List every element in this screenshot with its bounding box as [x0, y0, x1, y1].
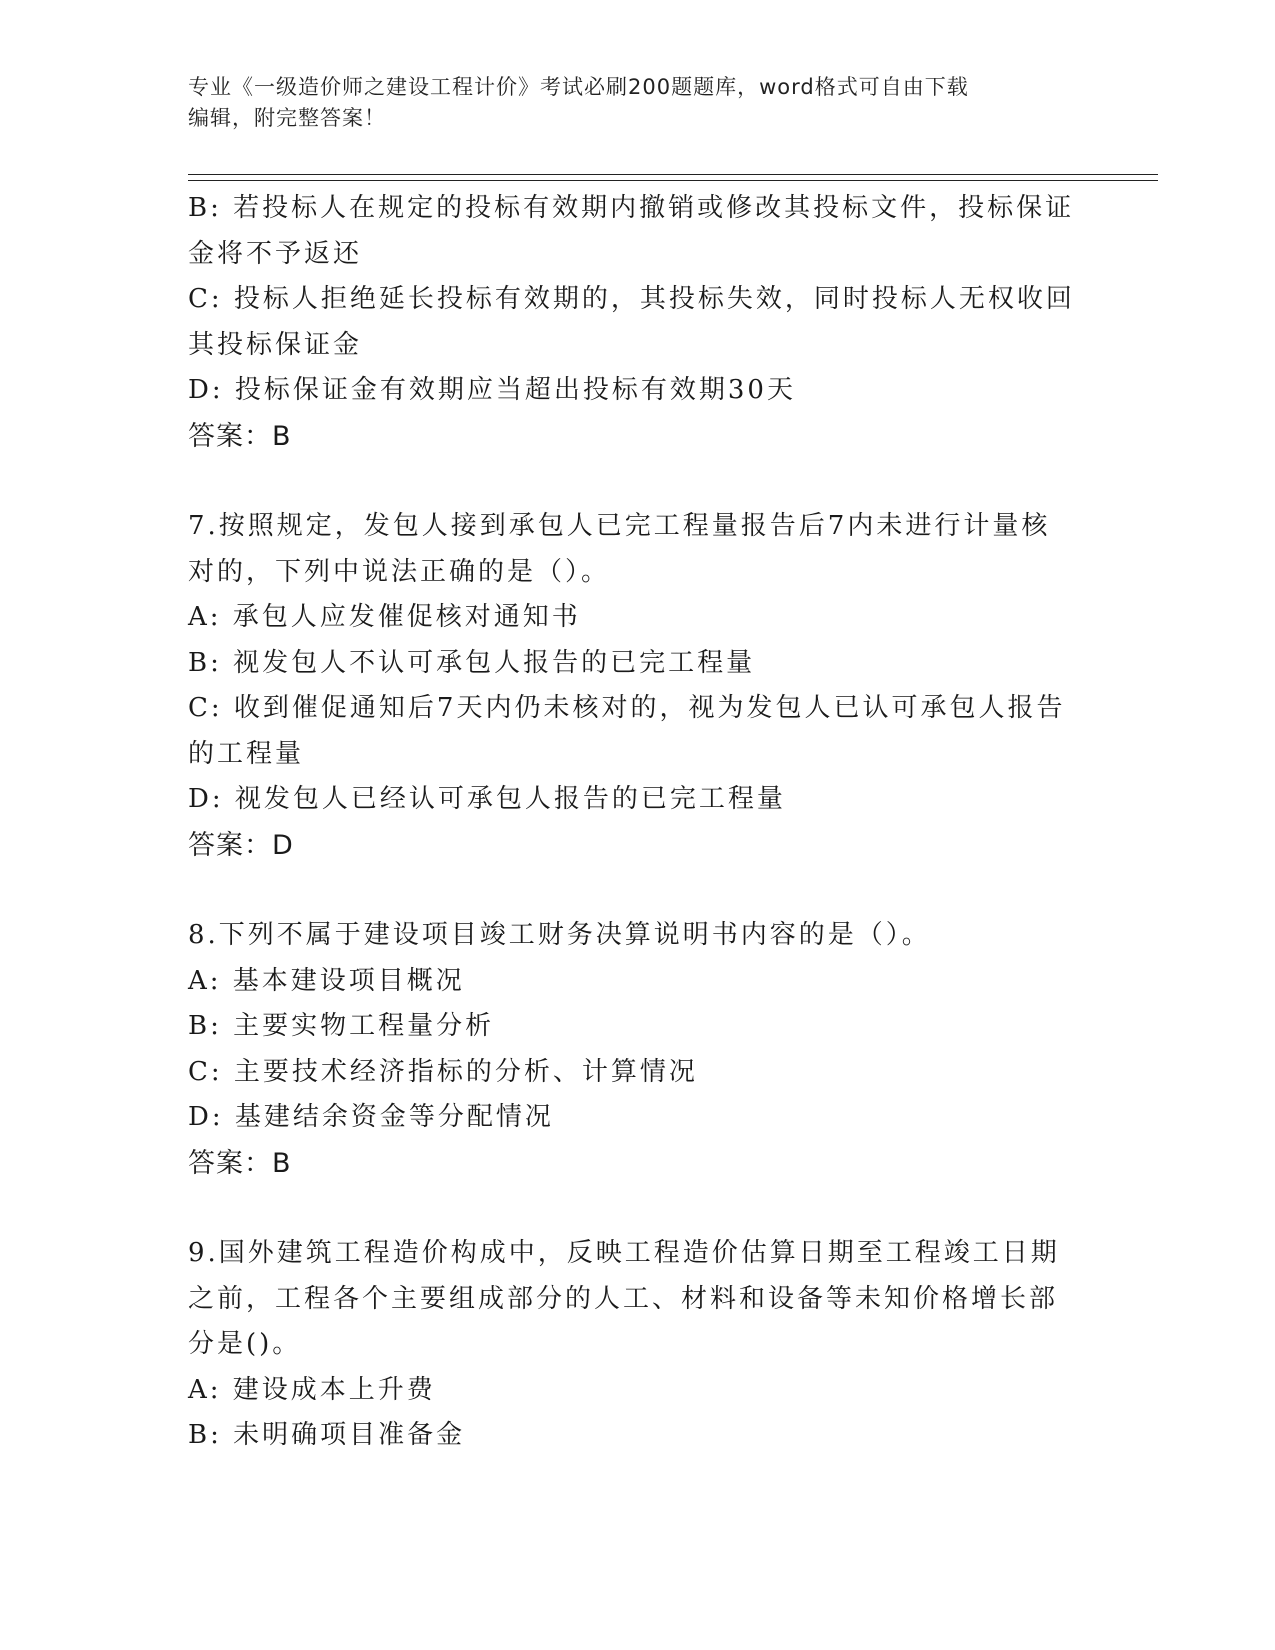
q9-option-b: B: 未明确项目准备金 — [188, 1420, 466, 1450]
q9-stem-line1: 9.国外建筑工程造价构成中，反映工程造价估算日期至工程竣工日期 — [188, 1238, 1060, 1268]
q7-option-a: A: 承包人应发催促核对通知书 — [188, 602, 581, 632]
q8-option-c: C: 主要技术经济指标的分析、计算情况 — [188, 1056, 698, 1087]
q8-option-b: B: 主要实物工程量分析 — [188, 1011, 495, 1041]
q7-option-c-line2: 的工程量 — [188, 738, 305, 769]
q9-stem-line2: 之前，工程各个主要组成部分的人工、材料和设备等未知价格增长部 — [188, 1283, 1059, 1314]
q7-stem-line1: 7.按照规定，发包人接到承包人已完工程量报告后7内未进行计量核 — [188, 511, 1051, 541]
question-content — [188, 186, 1078, 1459]
q6-answer: 答案：B — [188, 420, 292, 452]
header-divider-top — [188, 174, 1158, 175]
q8-answer: 答案：B — [188, 1147, 292, 1179]
document-header — [188, 72, 1068, 134]
q6-option-c-line2: 其投标保证金 — [188, 329, 363, 360]
spacer — [188, 459, 1078, 504]
q9-option-a: A: 建设成本上升费 — [188, 1374, 436, 1405]
q7-answer: 答案：D — [188, 829, 294, 861]
q7-option-b: B: 视发包人不认可承包人报告的已完工程量 — [188, 647, 756, 678]
spacer — [188, 1186, 1078, 1231]
q9-stem-line3: 分是()。 — [188, 1329, 302, 1359]
q6-option-b-line2: 金将不予返还 — [188, 238, 363, 269]
q6-option-d: D: 投标保证金有效期应当超出投标有效期30天 — [188, 375, 796, 405]
q6-option-c-line1: C: 投标人拒绝延长投标有效期的，其投标失效，同时投标人无权收回 — [188, 284, 1075, 314]
header-title-line2: 编辑，附完整答案！ — [188, 106, 386, 130]
q7-stem-line2: 对的，下列中说法正确的是（）。 — [188, 556, 611, 587]
q6-option-b-line1: B: 若投标人在规定的投标有效期内撤销或修改其投标文件，投标保证 — [188, 193, 1075, 223]
q8-option-d: D: 基建结余资金等分配情况 — [188, 1102, 554, 1132]
header-title-line1: 专业《一级造价师之建设工程计价》考试必刷200题题库，word格式可自由下载 — [188, 75, 969, 99]
header-divider-bottom — [188, 180, 1158, 181]
q8-option-a: A: 基本建设项目概况 — [188, 965, 465, 996]
q8-stem: 8.下列不属于建设项目竣工财务决算说明书内容的是（）。 — [188, 920, 931, 950]
q7-option-c-line1: C: 收到催促通知后7天内仍未核对的，视为发包人已认可承包人报告 — [188, 693, 1066, 723]
spacer — [188, 868, 1078, 913]
q7-option-d: D: 视发包人已经认可承包人报告的已完工程量 — [188, 784, 786, 814]
